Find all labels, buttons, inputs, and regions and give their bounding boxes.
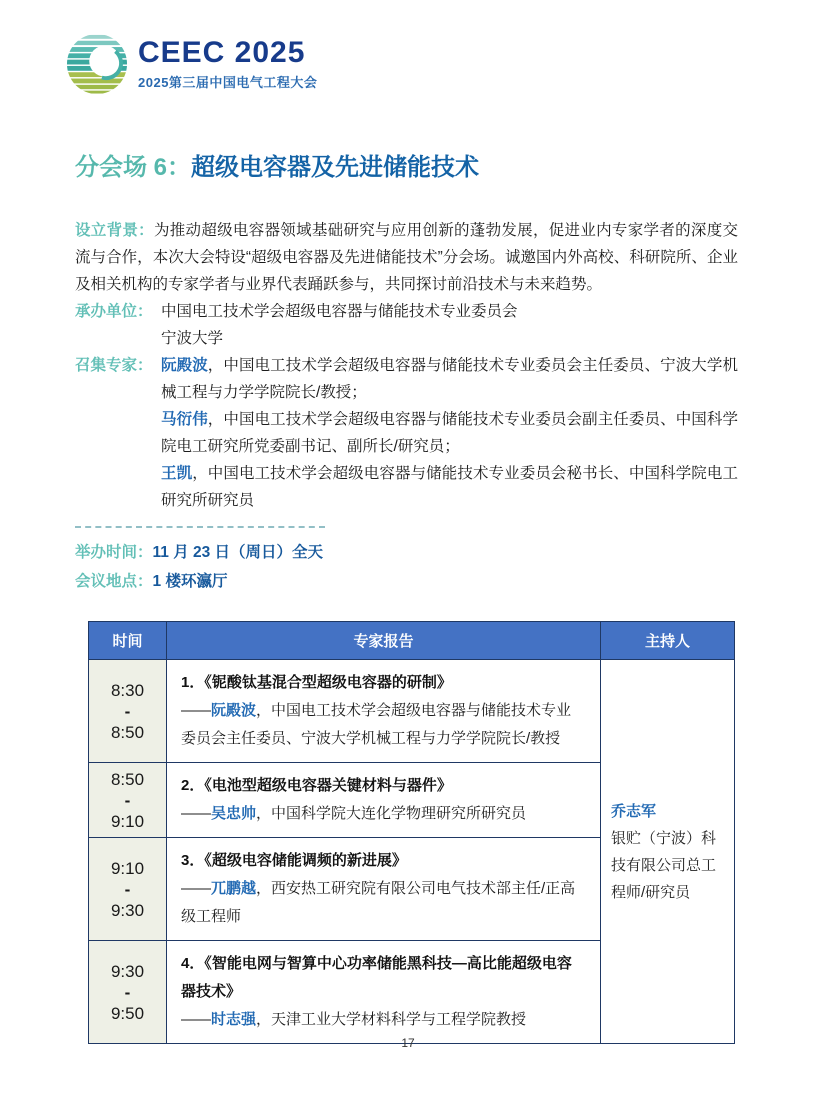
time-separator: -: [124, 879, 131, 899]
conference-logo: [0, 0, 816, 95]
header-moderator: 主持人: [601, 622, 735, 660]
speaker-affiliation: ，西安热工研究院有限公司电气技术部主任/正高级工程师: [181, 880, 576, 925]
event-venue-line: [75, 567, 738, 596]
organizer-row: [75, 298, 738, 352]
moderator-desc: 银贮（宁波）科技有限公司总工程师/研究员: [611, 829, 717, 901]
convener-entry: [161, 352, 738, 406]
convener-entry: [161, 460, 738, 514]
schedule-table-wrap: [88, 621, 816, 1044]
background-label: 设立背景：: [75, 222, 154, 239]
organizer-line: 宁波大学: [161, 330, 224, 347]
logo-subtitle: 2025第三届中国电气工程大会: [138, 75, 318, 90]
time-cell: [89, 763, 167, 838]
time-end: 9:10: [110, 811, 145, 831]
event-venue-label: 会议地点：: [75, 573, 153, 590]
time-cell: [89, 660, 167, 763]
time-end: 8:50: [110, 722, 145, 742]
speaker-dash: ——: [181, 805, 211, 822]
convener-name: 王凯: [161, 465, 193, 482]
event-time-line: [75, 538, 738, 567]
convener-name: 阮殿波: [161, 357, 208, 374]
report-speaker-line: [181, 1006, 586, 1034]
report-title: 1．《铌酸钛基混合型超级电容器的研制》: [181, 674, 452, 691]
page-number: 17: [401, 1036, 415, 1050]
speaker-name: 吴忠帅: [211, 805, 257, 822]
report-cell: [167, 763, 601, 838]
time-separator: -: [124, 701, 131, 721]
event-time-value: 11 月 23 日（周日）全天: [152, 544, 324, 561]
event-venue-value: 1 楼环瀛厅: [152, 573, 228, 590]
report-title: 4．《智能电网与智算中心功率储能黑科技—高比能超级电容器技术》: [181, 955, 572, 1000]
speaker-name: 时志强: [211, 1011, 257, 1028]
report-cell: [167, 838, 601, 941]
session-name: 超级电容器及先进储能技术: [191, 154, 480, 181]
organizer-label: 承办单位：: [75, 303, 153, 320]
session-number: 分会场 6：: [75, 154, 192, 181]
logo-text: [138, 37, 317, 91]
moderator-name: 乔志军: [611, 802, 657, 820]
dashed-divider: [75, 526, 325, 528]
logo-title: CEEC 2025: [138, 36, 306, 69]
schedule-table: [88, 621, 735, 1044]
event-time-label: 举办时间：: [75, 544, 153, 561]
speaker-affiliation: ，天津工业大学材料科学与工程学院教授: [256, 1011, 527, 1028]
speaker-dash: ——: [181, 702, 211, 719]
moderator-cell: [601, 660, 735, 1044]
speaker-name: 阮殿波: [211, 702, 257, 719]
report-speaker-line: [181, 875, 586, 931]
report-cell: [167, 660, 601, 763]
conveners-row: [75, 352, 738, 514]
background-paragraph: [75, 217, 738, 298]
convener-name: 马衍伟: [161, 411, 208, 428]
time-cell: [89, 941, 167, 1044]
organizer-body: [161, 298, 738, 352]
intro-section: [0, 217, 816, 596]
report-cell: [167, 941, 601, 1044]
convener-desc: ，中国电工技术学会超级电容器与储能技术专业委员会秘书长、中国科学院电工研究所研究员: [161, 465, 738, 509]
time-start: 8:30: [110, 680, 145, 700]
table-row: [89, 660, 735, 763]
report-speaker-line: [181, 697, 586, 753]
report-title: 3．《超级电容储能调频的新进展》: [181, 852, 407, 869]
time-separator: -: [124, 982, 131, 1002]
table-header-row: [89, 622, 735, 660]
report-speaker-line: [181, 800, 586, 828]
time-end: 9:30: [110, 900, 145, 920]
time-separator: -: [124, 790, 131, 810]
conveners-label: 召集专家：: [75, 357, 153, 374]
time-start: 8:50: [110, 769, 145, 789]
time-start: 9:30: [110, 961, 145, 981]
conveners-body: [161, 352, 738, 514]
header-report: 专家报告: [167, 622, 601, 660]
time-end: 9:50: [110, 1003, 145, 1023]
header-time: 时间: [89, 622, 167, 660]
speaker-name: 兀鹏越: [211, 880, 257, 897]
report-title: 2．《电池型超级电容器关键材料与器件》: [181, 777, 452, 794]
globe-swirl-icon: [66, 33, 128, 95]
time-start: 9:10: [110, 858, 145, 878]
convener-desc: ，中国电工技术学会超级电容器与储能技术专业委员会主任委员、宁波大学机械工程与力学学院院长/教授；: [161, 357, 738, 401]
background-text: 为推动超级电容器领域基础研究与应用创新的蓬勃发展，促进业内专家学者的深度交流与合作，本次大会特设“超级电容器及先进储能技术”分会场。诚邀国内外高校、科研院所、企业及相关机构的专家学者与业界代表踊跃参与，共同探讨前沿技术与未来趋势。: [75, 222, 738, 293]
organizer-line: 中国电工技术学会超级电容器与储能技术专业委员会: [161, 303, 518, 320]
speaker-affiliation: ，中国电工技术学会超级电容器与储能技术专业委员会主任委员、宁波大学机械工程与力学学院院长/教授: [181, 702, 572, 747]
convener-entry: [161, 406, 738, 460]
convener-desc: ，中国电工技术学会超级电容器与储能技术专业委员会副主任委员、中国科学院电工研究所党委副书记、副所长/研究员；: [161, 411, 738, 455]
speaker-affiliation: ，中国科学院大连化学物理研究所研究员: [256, 805, 527, 822]
time-cell: [89, 838, 167, 941]
page-title: [75, 153, 738, 183]
speaker-dash: ——: [181, 880, 211, 897]
speaker-dash: ——: [181, 1011, 211, 1028]
